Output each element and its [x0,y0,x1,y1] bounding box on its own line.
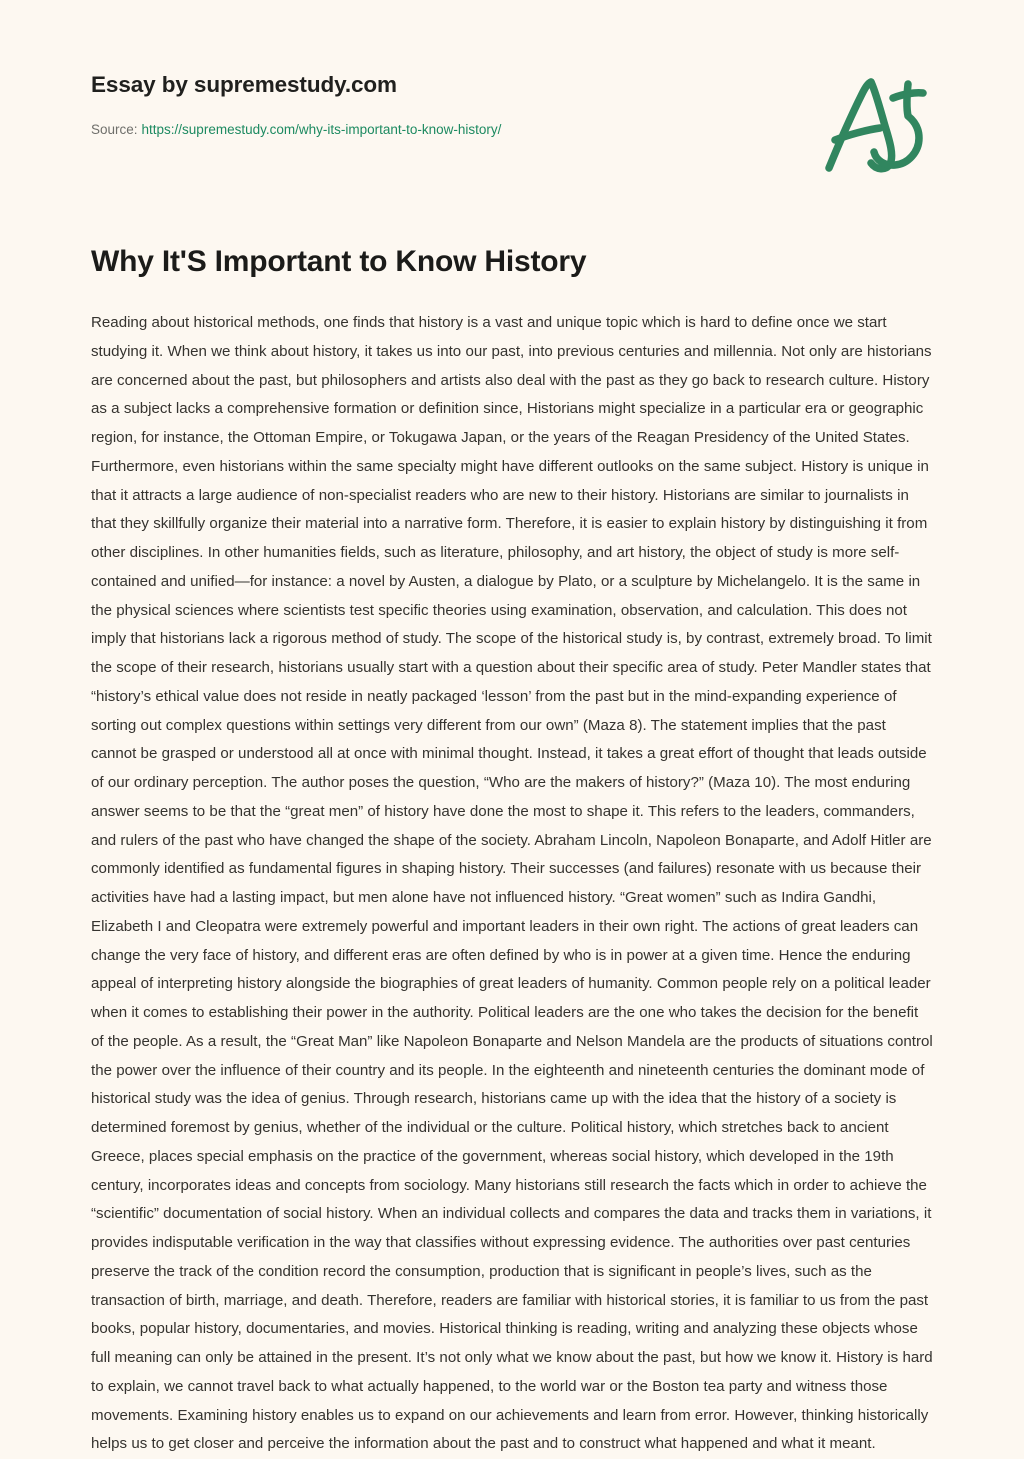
article [91,243,934,1459]
source-url-link[interactable]: https://supremestudy.com/why-its-important-to-know-history/ [141,122,502,137]
article-body [91,281,934,1459]
page-header [0,0,1024,200]
brand-title: Essay by supremestudy.com [91,72,397,97]
body-paragraph: Reading about historical methods, one finds that history is a vast and unique topic which is hard to define once we start studying it. When we think about history, it takes us into our past, into previous centuries and millennia. Not only are historians are concerned about the past, but philosophers and artists also deal with the past as they go back to research culture. History as a subject lacks a comprehensive formation or definition since, Historians might specialize in a particular era or geographic region, for instance, the Ottoman Empire, or Tokugawa Japan, or the years of the Reagan Presidency of the United States. Furthermore, even historians within the same specialty might have different outlooks on the same subject. History is unique in that it attracts a large audience of non-specialist readers who are new to their history. Historians are similar to journalists in that they skillfully organize their material into a narrative form. Therefore, it is easier to explain history by distinguishing it from other disciplines. In other humanities fields, such as literature, philosophy, and art history, the object of study is more self-contained and unified—for instance: a novel by Austen, a dialogue by Plato, or a sculpture by Michelangelo. It is the same in the physical sciences where scientists test specific theories using examination, observation, and calculation. This does not imply that historians lack a rigorous method of study. The scope of the historical study is, by contrast, extremely broad. To limit the scope of their research, historians usually start with a question about their specific area of study. Peter Mandler states that “history’s ethical value does not reside in neatly packaged ‘lesson’ from the past but in the mind-expanding experience of sorting out complex questions within settings very different from our own” (Maza 8). The statement implies that the past cannot be grasped or understood all at once with minimal thought. Instead, it takes a great effort of thought that leads outside of our ordinary perception. The author poses the question, “Who are the makers of history?” (Maza 10). The most enduring answer seems to be that the “great men” of history have done the most to shape it. This refers to the leaders, commanders, and rulers of the past who have changed the shape of the society. Abraham Lincoln, Napoleon Bonaparte, and Adolf Hitler are commonly identified as fundamental figures in shaping history. Their successes (and failures) resonate with us because their activities have had a lasting impact, but men alone have not influenced history. “Great women” such as Indira Gandhi, Elizabeth I and Cleopatra were extremely powerful and important leaders in their own right. The actions of great leaders can change the very face of history, and different eras are often defined by who is in power at a given time. Hence the enduring appeal of interpreting history alongside the biographies of great leaders of humanity. Common people rely on a political leader when it comes to establishing their power in the authority. Political leaders are the one who takes the decision for the benefit of the people. As a result, the “Great Man” like Napoleon Bonaparte and Nelson Mandela are the products of situations control the power over the influence of their country and its people. In the eighteenth and nineteenth centuries the dominant mode of historical study was the idea of genius. Through research, historians came up with the idea that the history of a society is determined foremost by genius, whether of the individual or the culture. Political history, which stretches back to ancient Greece, places special emphasis on the practice of the government, whereas social history, which developed in the 19th century, incorporates ideas and concepts from sociology. Many historians still research the facts which in order to achieve the “scientific” documentation of social history. When an individual collects and compares the data and tracks them in variations, it provides indisputable verification in the way that classifies without expressing evidence. The authorities over past centuries preserve the track of the condition record the consumption, production that is significant in people’s lives, such as the transaction of birth, marriage, and death. Therefore, readers are familiar with historical stories, it is familiar to us from the past books, popular history, documentaries, and movies. Historical thinking is reading, writing and analyzing these objects whose full meaning can only be attained in the present. It’s not only what we know about the past, but how we know it. History is hard to explain, we cannot travel back to what actually happened, to the world war or the Boston tea party and witness those movements. Examining history enables us to expand on our achievements and learn from error. However, thinking historically helps us to get closer and perceive the information about the past and to construct what happened and what it meant. [91,314,933,1453]
source-line [91,122,501,137]
a-plus-logo-icon [818,68,940,178]
source-label: Source: [91,122,138,137]
page-title: Why It'S Important to Know History [91,245,587,278]
